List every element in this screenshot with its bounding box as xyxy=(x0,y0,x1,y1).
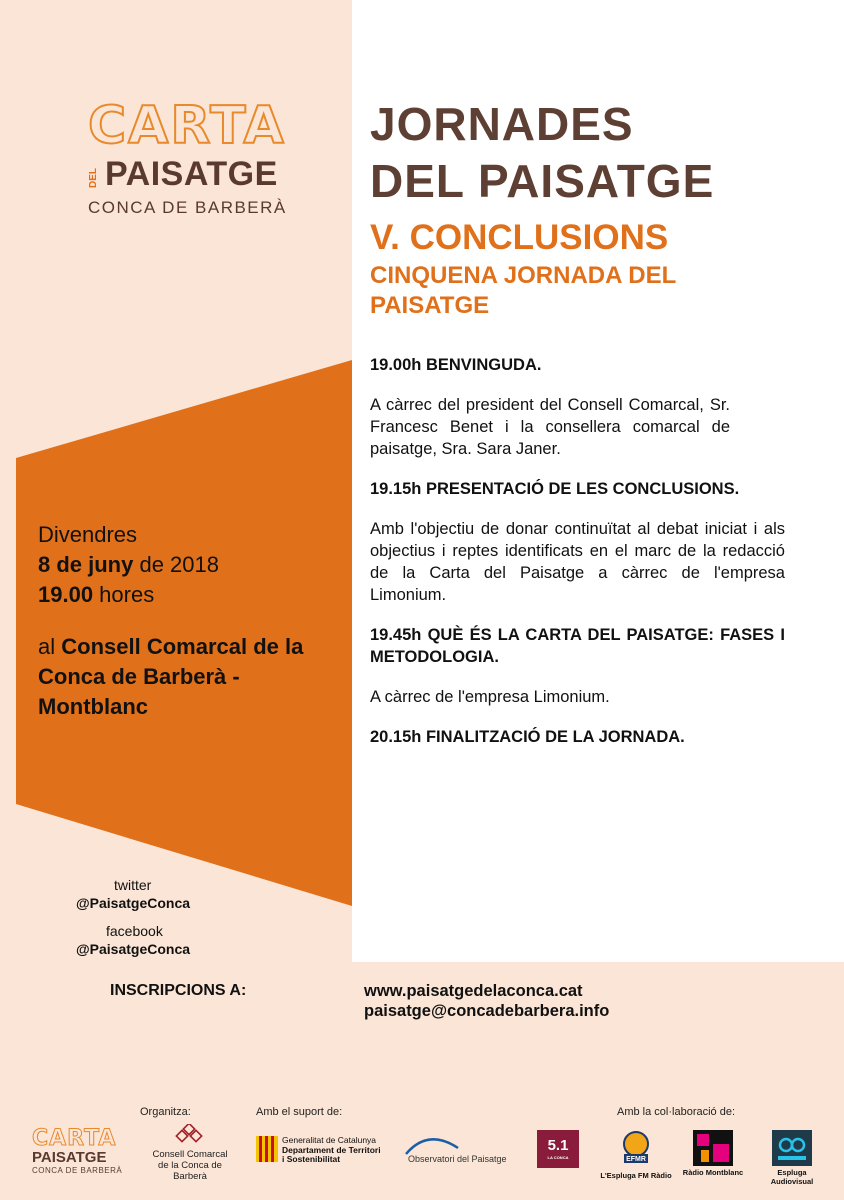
radio-montblanc-icon xyxy=(693,1130,733,1166)
logo-paisatge: PAISATGE xyxy=(105,155,278,193)
program-item xyxy=(370,354,785,460)
event-place-name: Consell Comarcal de la Conca de Barberà - Montblanc xyxy=(38,634,304,719)
consell-line-1: Consell Comarcal xyxy=(152,1149,228,1160)
radio-51-mark: 5.1 xyxy=(547,1137,569,1154)
footer-suport-label: Amb el suport de: xyxy=(256,1106,343,1118)
event-time xyxy=(38,580,338,610)
facebook-handle[interactable]: @PaisatgeConca xyxy=(76,941,191,957)
program-item-head: 19.15h PRESENTACIÓ DE LES CONCLUSIONS. xyxy=(370,480,740,498)
logo-conca: CONCA DE BARBERÀ xyxy=(88,198,287,217)
observatori-logo xyxy=(404,1134,524,1170)
event-info xyxy=(38,520,338,722)
generalitat-line-3: i Sostenibilitat xyxy=(282,1154,341,1164)
logo-del: DEL xyxy=(88,168,99,188)
twitter-label: twitter xyxy=(114,877,152,893)
espluga-audiovisual-caption: Espluga Audiovisual xyxy=(770,1168,814,1186)
radio-montblanc-caption: Ràdio Montblanc xyxy=(682,1168,744,1177)
consell-line-2: de la Conca de Barberà xyxy=(158,1160,222,1182)
efmr-emblem-icon xyxy=(618,1130,654,1164)
generalitat-line-2: Departament de Territori xyxy=(282,1144,381,1155)
generalitat-logo xyxy=(256,1136,386,1166)
footer-carta-logo xyxy=(32,1128,132,1178)
footer-organitza-label: Organitza: xyxy=(140,1106,191,1118)
event-date-bold: 8 de juny xyxy=(38,552,134,577)
event-time-bold: 19.00 xyxy=(38,582,94,607)
program-item-head: 19.00h BENVINGUDA. xyxy=(370,356,542,374)
registration-email-link[interactable]: paisatge@concadebarbera.info xyxy=(364,1002,610,1020)
generalitat-text xyxy=(282,1136,381,1165)
registration-label: INSCRIPCIONS A: xyxy=(110,982,247,999)
senyera-icon xyxy=(256,1136,278,1162)
page-subtitle-2: CINQUENA JORNADA DEL PAISATGE xyxy=(370,262,676,319)
program-item-body: Amb l'objectiu de donar continuïtat al debat iniciat i als objectius i reptes identificats en el marc de la redacció de la Carta del Paisatge a càrrec de l'empresa Limonium. xyxy=(370,520,785,604)
program-item xyxy=(370,478,785,606)
radio-51-sub: LA CONCA xyxy=(547,1155,569,1160)
program-item xyxy=(370,624,785,708)
footer-logo-conca: CONCA DE BARBERÀ xyxy=(32,1166,123,1175)
program-item-head: 19.45h QUÈ ÉS LA CARTA DEL PAISATGE: FASES I METODOLOGIA. xyxy=(370,626,785,666)
efmr-mark: EFMR xyxy=(626,1156,646,1163)
consell-emblem-icon xyxy=(173,1124,207,1146)
espluga-audiovisual-logo xyxy=(756,1130,828,1186)
event-day: Divendres xyxy=(38,522,138,547)
page-subtitle: V. CONCLUSIONS xyxy=(370,218,669,257)
program-item-body: A càrrec de l'empresa Limonium. xyxy=(370,688,610,706)
footer-logo-carta: CARTA xyxy=(32,1126,117,1151)
twitter-handle[interactable]: @PaisatgeConca xyxy=(76,895,191,911)
logo-carta: CARTA xyxy=(88,96,286,156)
title-line-1: JORNADES xyxy=(370,98,634,150)
footer-collaboracio-label: Amb la col·laboració de: xyxy=(617,1106,736,1118)
footer-logo-paisatge: PAISATGE xyxy=(32,1149,107,1166)
program-item xyxy=(370,726,785,748)
observatori-text: Observatori del Paisatge xyxy=(408,1154,507,1164)
event-place xyxy=(38,632,338,722)
efmr-caption: L'Espluga FM Ràdio xyxy=(600,1171,672,1180)
facebook-label: facebook xyxy=(106,923,163,939)
espluga-audiovisual-icon xyxy=(772,1130,812,1166)
program-schedule xyxy=(370,354,785,766)
event-time-rest: hores xyxy=(93,582,155,607)
consell-comarcal-logo xyxy=(140,1124,240,1182)
radio-montblanc-logo xyxy=(682,1130,744,1177)
efmr-logo xyxy=(600,1130,672,1180)
event-date-rest: de 2018 xyxy=(133,552,219,577)
event-date xyxy=(38,550,338,580)
carta-paisatge-logo xyxy=(88,98,298,228)
social-links xyxy=(76,876,236,968)
program-item-body: A càrrec del president del Consell Comarcal, Sr. Francesc Benet i la consellera comarcal de paisatge, Sra. Sara Janer. xyxy=(370,396,730,458)
generalitat-line-1: Generalitat de Catalunya xyxy=(282,1135,377,1145)
radio-51-logo xyxy=(537,1130,579,1168)
program-item-head: 20.15h FINALITZACIÓ DE LA JORNADA. xyxy=(370,728,685,746)
observatori-arc-icon xyxy=(404,1134,464,1156)
registration-website-link[interactable]: www.paisatgedelaconca.cat xyxy=(364,982,583,1000)
title-line-2: DEL PAISATGE xyxy=(370,155,715,207)
page-title xyxy=(370,96,714,210)
event-place-prefix: al xyxy=(38,634,62,659)
